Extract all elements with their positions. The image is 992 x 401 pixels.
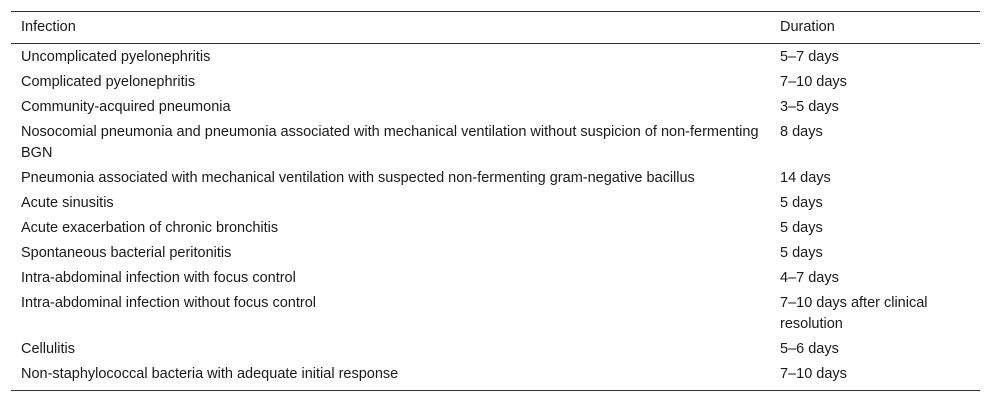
table-row: [11, 241, 980, 266]
infection-duration-table: [11, 11, 980, 391]
table-row: [11, 70, 980, 95]
cell-infection: Complicated pyelonephritis: [21, 74, 196, 90]
table-row: [11, 291, 980, 337]
table-row: [11, 166, 980, 191]
cell-duration: 7–10 days: [780, 366, 847, 382]
cell-duration: 4–7 days: [780, 270, 839, 286]
cell-infection: Spontaneous bacterial peritonitis: [21, 245, 232, 261]
cell-infection: Intra-abdominal infection with focus control: [21, 270, 296, 286]
cell-duration: 7–10 days: [780, 74, 847, 90]
cell-infection: Acute sinusitis: [21, 195, 114, 211]
cell-duration: 7–10 days after clinical resolution: [780, 295, 928, 332]
table-row: [11, 44, 980, 71]
cell-infection: Nosocomial pneumonia and pneumonia associated with mechanical ventilation without suspicion of non-fermenting BGN: [21, 124, 759, 161]
cell-infection: Uncomplicated pyelonephritis: [21, 49, 211, 65]
cell-infection: Intra-abdominal infection without focus control: [21, 295, 316, 311]
cell-infection: Community-acquired pneumonia: [21, 99, 231, 115]
cell-duration: 5–6 days: [780, 341, 839, 357]
cell-duration: 5 days: [780, 220, 823, 236]
cell-infection: Cellulitis: [21, 341, 75, 357]
table-row: [11, 266, 980, 291]
cell-duration: 5–7 days: [780, 49, 839, 65]
table-row: [11, 216, 980, 241]
table-row: [11, 362, 980, 391]
header-duration: Duration: [770, 12, 980, 44]
cell-infection: Pneumonia associated with mechanical ventilation with suspected non-fermenting gram-negative bacillus: [21, 170, 695, 186]
header-row: [11, 12, 980, 44]
cell-infection: Acute exacerbation of chronic bronchitis: [21, 220, 279, 236]
table-header: [11, 12, 980, 44]
header-infection: Infection: [11, 12, 770, 44]
cell-duration: 8 days: [780, 124, 823, 140]
cell-duration: 5 days: [780, 245, 823, 261]
infection-duration-table-container: [11, 11, 980, 391]
cell-duration: 14 days: [780, 170, 831, 186]
table-row: [11, 120, 980, 166]
cell-duration: 5 days: [780, 195, 823, 211]
table-row: [11, 95, 980, 120]
table-row: [11, 191, 980, 216]
table-row: [11, 337, 980, 362]
cell-infection: Non-staphylococcal bacteria with adequate initial response: [21, 366, 399, 382]
cell-duration: 3–5 days: [780, 99, 839, 115]
table-body: [11, 44, 980, 391]
